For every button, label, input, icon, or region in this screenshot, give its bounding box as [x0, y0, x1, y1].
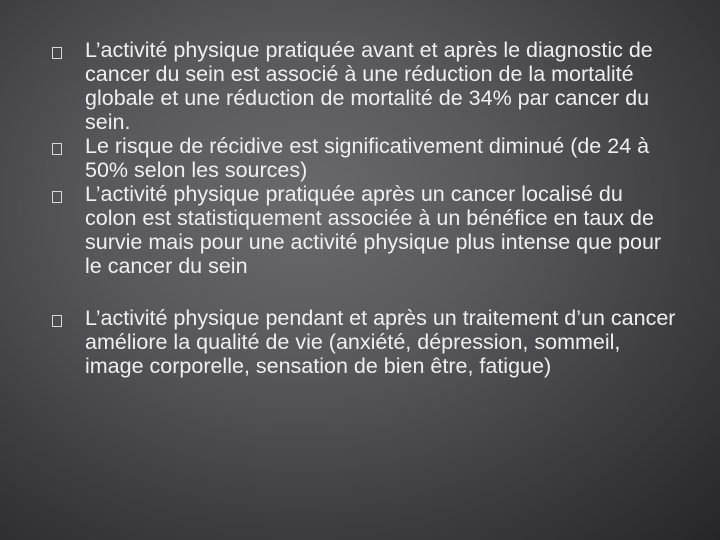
bullet-text: Le risque de récidive est significativement diminué (de 24 à 50% selon les sources): [85, 134, 650, 182]
bullet-item: [50, 134, 680, 182]
empty-box-bullet-icon: [52, 315, 62, 327]
empty-box-bullet-icon: [52, 191, 62, 203]
bullet-text: L’activité physique pendant et après un traitement d’un cancer améliore la qualité de vie (anxiété, dépression, sommeil, image corporelle, sensation de bien être, fatigue): [85, 306, 676, 378]
bullet-list: [50, 38, 680, 378]
empty-box-bullet-icon: [52, 47, 62, 59]
bullet-item: [50, 306, 680, 378]
bullet-text: L’activité physique pratiquée avant et après le diagnostic de cancer du sein est associé à une réduction de la mortalité globale et une réduction de mortalité de 34% par cancer du sein.: [85, 38, 653, 134]
bullet-item: [50, 38, 680, 134]
bullet-item: [50, 182, 680, 278]
bullet-text: L’activité physique pratiquée après un cancer localisé du colon est statistiquement associée à un bénéfice en taux de survie mais pour une activité physique plus intense que pour le cancer du sein: [85, 182, 662, 278]
empty-box-bullet-icon: [52, 143, 62, 155]
